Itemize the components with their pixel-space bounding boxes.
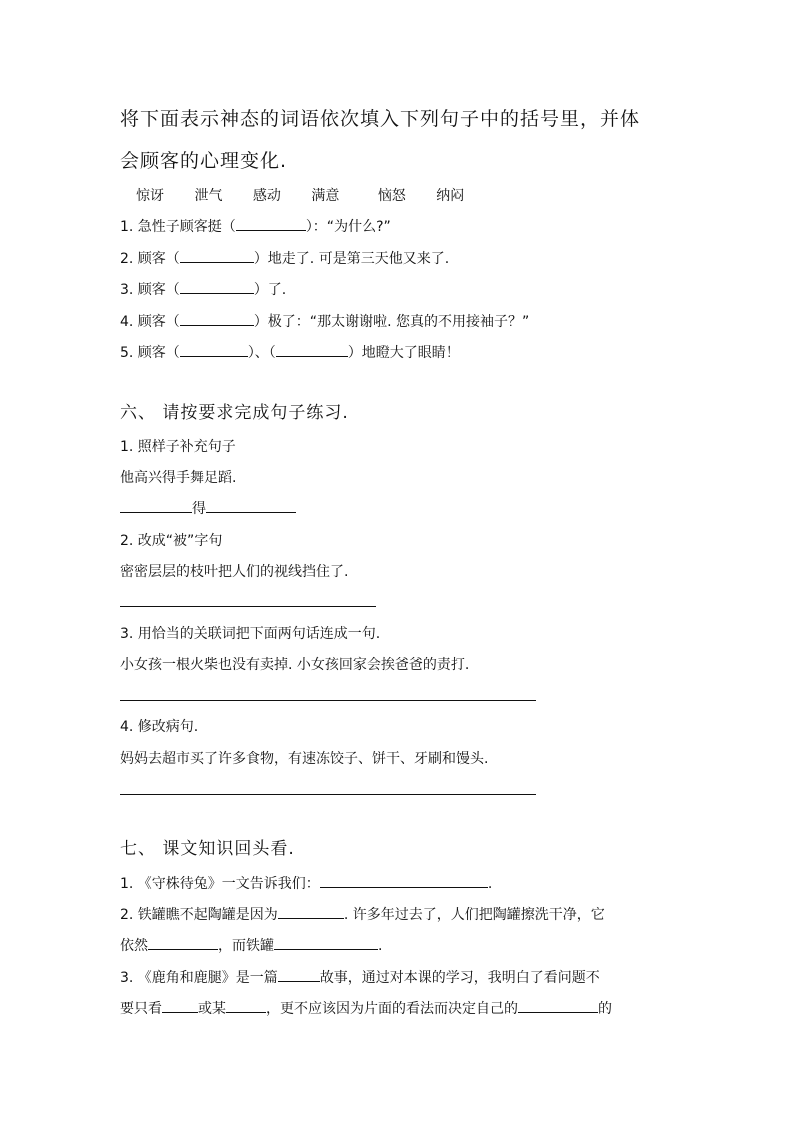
s7-q2-line1 bbox=[120, 904, 605, 924]
s6-q4-title: 4. 修改病句. bbox=[120, 719, 199, 735]
answer-blank[interactable] bbox=[320, 873, 488, 888]
answer-blank[interactable] bbox=[120, 498, 192, 513]
item-text: ）了. bbox=[253, 282, 287, 298]
answer-line[interactable] bbox=[120, 794, 536, 795]
item-text: 2. 铁罐瞧不起陶罐是因为 bbox=[120, 907, 278, 923]
item-text: 得 bbox=[192, 501, 206, 517]
s6-q1-answer bbox=[120, 498, 296, 518]
item-text: ）地瞪大了眼睛！ bbox=[347, 345, 460, 361]
answer-blank[interactable] bbox=[518, 998, 598, 1013]
word-bank-item: 纳闷 bbox=[436, 188, 465, 204]
s6-q1-example: 他高兴得手舞足蹈. bbox=[120, 470, 237, 486]
s7-q3-line2 bbox=[120, 998, 612, 1018]
s6-q4-text: 妈妈去超市买了许多食物，有速冻饺子、饼干、牙刷和馒头. bbox=[120, 751, 489, 767]
item-text: 2. 顾客（ bbox=[120, 251, 180, 267]
word-bank bbox=[136, 185, 490, 205]
instruction-line-2: 会顾客的心理变化. bbox=[120, 150, 288, 172]
item-text: ）地走了. 可是第三天他又来了. bbox=[253, 251, 450, 267]
item-text: 4. 顾客（ bbox=[120, 314, 180, 330]
item-text: ）极了：“那太谢谢啦. 您真的不用接袖子？” bbox=[253, 314, 530, 330]
item-text: 的 bbox=[598, 1001, 612, 1017]
answer-blank[interactable] bbox=[180, 311, 254, 326]
answer-blank[interactable] bbox=[274, 935, 378, 950]
answer-blank[interactable] bbox=[180, 342, 248, 357]
s6-q3-text: 小女孩一根火柴也没有卖掉. 小女孩回家会挨爸爸的责打. bbox=[120, 657, 470, 673]
answer-blank[interactable] bbox=[180, 248, 254, 263]
fill-item-2 bbox=[120, 248, 449, 268]
item-text: 或某 bbox=[198, 1001, 226, 1017]
answer-blank[interactable] bbox=[276, 342, 348, 357]
answer-blank[interactable] bbox=[278, 967, 320, 982]
s6-q1-title: 1. 照样子补充句子 bbox=[120, 439, 236, 455]
s6-q3-title: 3. 用恰当的关联词把下面两句话连成一句. bbox=[120, 626, 381, 642]
item-text: . 许多年过去了，人们把陶罐擦洗干净，它 bbox=[343, 907, 605, 923]
word-bank-item: 惊讶 bbox=[136, 188, 164, 204]
section-7-heading: 七、 课文知识回头看. bbox=[120, 839, 295, 859]
s7-q3-line1 bbox=[120, 967, 600, 987]
s6-q2-title: 2. 改成“被”字句 bbox=[120, 533, 223, 549]
fill-item-4 bbox=[120, 311, 529, 331]
item-text: . bbox=[378, 938, 383, 954]
section-6-heading: 六、 请按要求完成句子练习. bbox=[120, 403, 349, 423]
fill-item-5 bbox=[120, 342, 460, 362]
answer-blank[interactable] bbox=[180, 279, 254, 294]
item-text: ，更不应该因为片面的看法而决定自己的 bbox=[266, 1001, 518, 1017]
item-text: 3. 《鹿角和鹿腿》是一篇 bbox=[120, 970, 278, 986]
item-text: 故事，通过对本课的学习，我明白了看问题不 bbox=[319, 970, 600, 986]
s6-q2-text: 密密层层的枝叶把人们的视线挡住了. bbox=[120, 564, 349, 580]
item-text: 要只看 bbox=[120, 1001, 162, 1017]
word-bank-item: 感动 bbox=[252, 188, 281, 204]
answer-line[interactable] bbox=[120, 700, 536, 701]
answer-blank[interactable] bbox=[148, 935, 218, 950]
answer-blank[interactable] bbox=[236, 216, 306, 231]
item-text: . bbox=[487, 876, 493, 892]
answer-blank[interactable] bbox=[206, 498, 296, 513]
item-text: ，而铁罐 bbox=[218, 938, 274, 954]
s7-q2-line2 bbox=[120, 935, 382, 955]
word-bank-item: 满意 bbox=[311, 188, 340, 204]
item-text: 3. 顾客（ bbox=[120, 282, 180, 298]
instruction-line-1: 将下面表示神态的词语依次填入下列句子中的括号里，并体 bbox=[120, 108, 641, 130]
s7-q1 bbox=[120, 873, 492, 893]
item-text: ）：“为什么?” bbox=[305, 219, 391, 235]
item-text: 1. 《守株待兔》一文告诉我们： bbox=[120, 876, 320, 892]
answer-line[interactable] bbox=[120, 606, 376, 607]
item-text: ）、（ bbox=[247, 345, 276, 361]
fill-item-3 bbox=[120, 279, 286, 299]
answer-blank[interactable] bbox=[162, 998, 198, 1013]
word-bank-item: 恼怒 bbox=[377, 188, 406, 204]
fill-item-1 bbox=[120, 216, 391, 236]
answer-blank[interactable] bbox=[278, 904, 344, 919]
item-text: 1. 急性子顾客挺（ bbox=[120, 219, 236, 235]
word-bank-item: 泄气 bbox=[194, 188, 223, 204]
item-text: 依然 bbox=[120, 938, 148, 954]
answer-blank[interactable] bbox=[226, 998, 266, 1013]
item-text: 5. 顾客（ bbox=[120, 345, 180, 361]
